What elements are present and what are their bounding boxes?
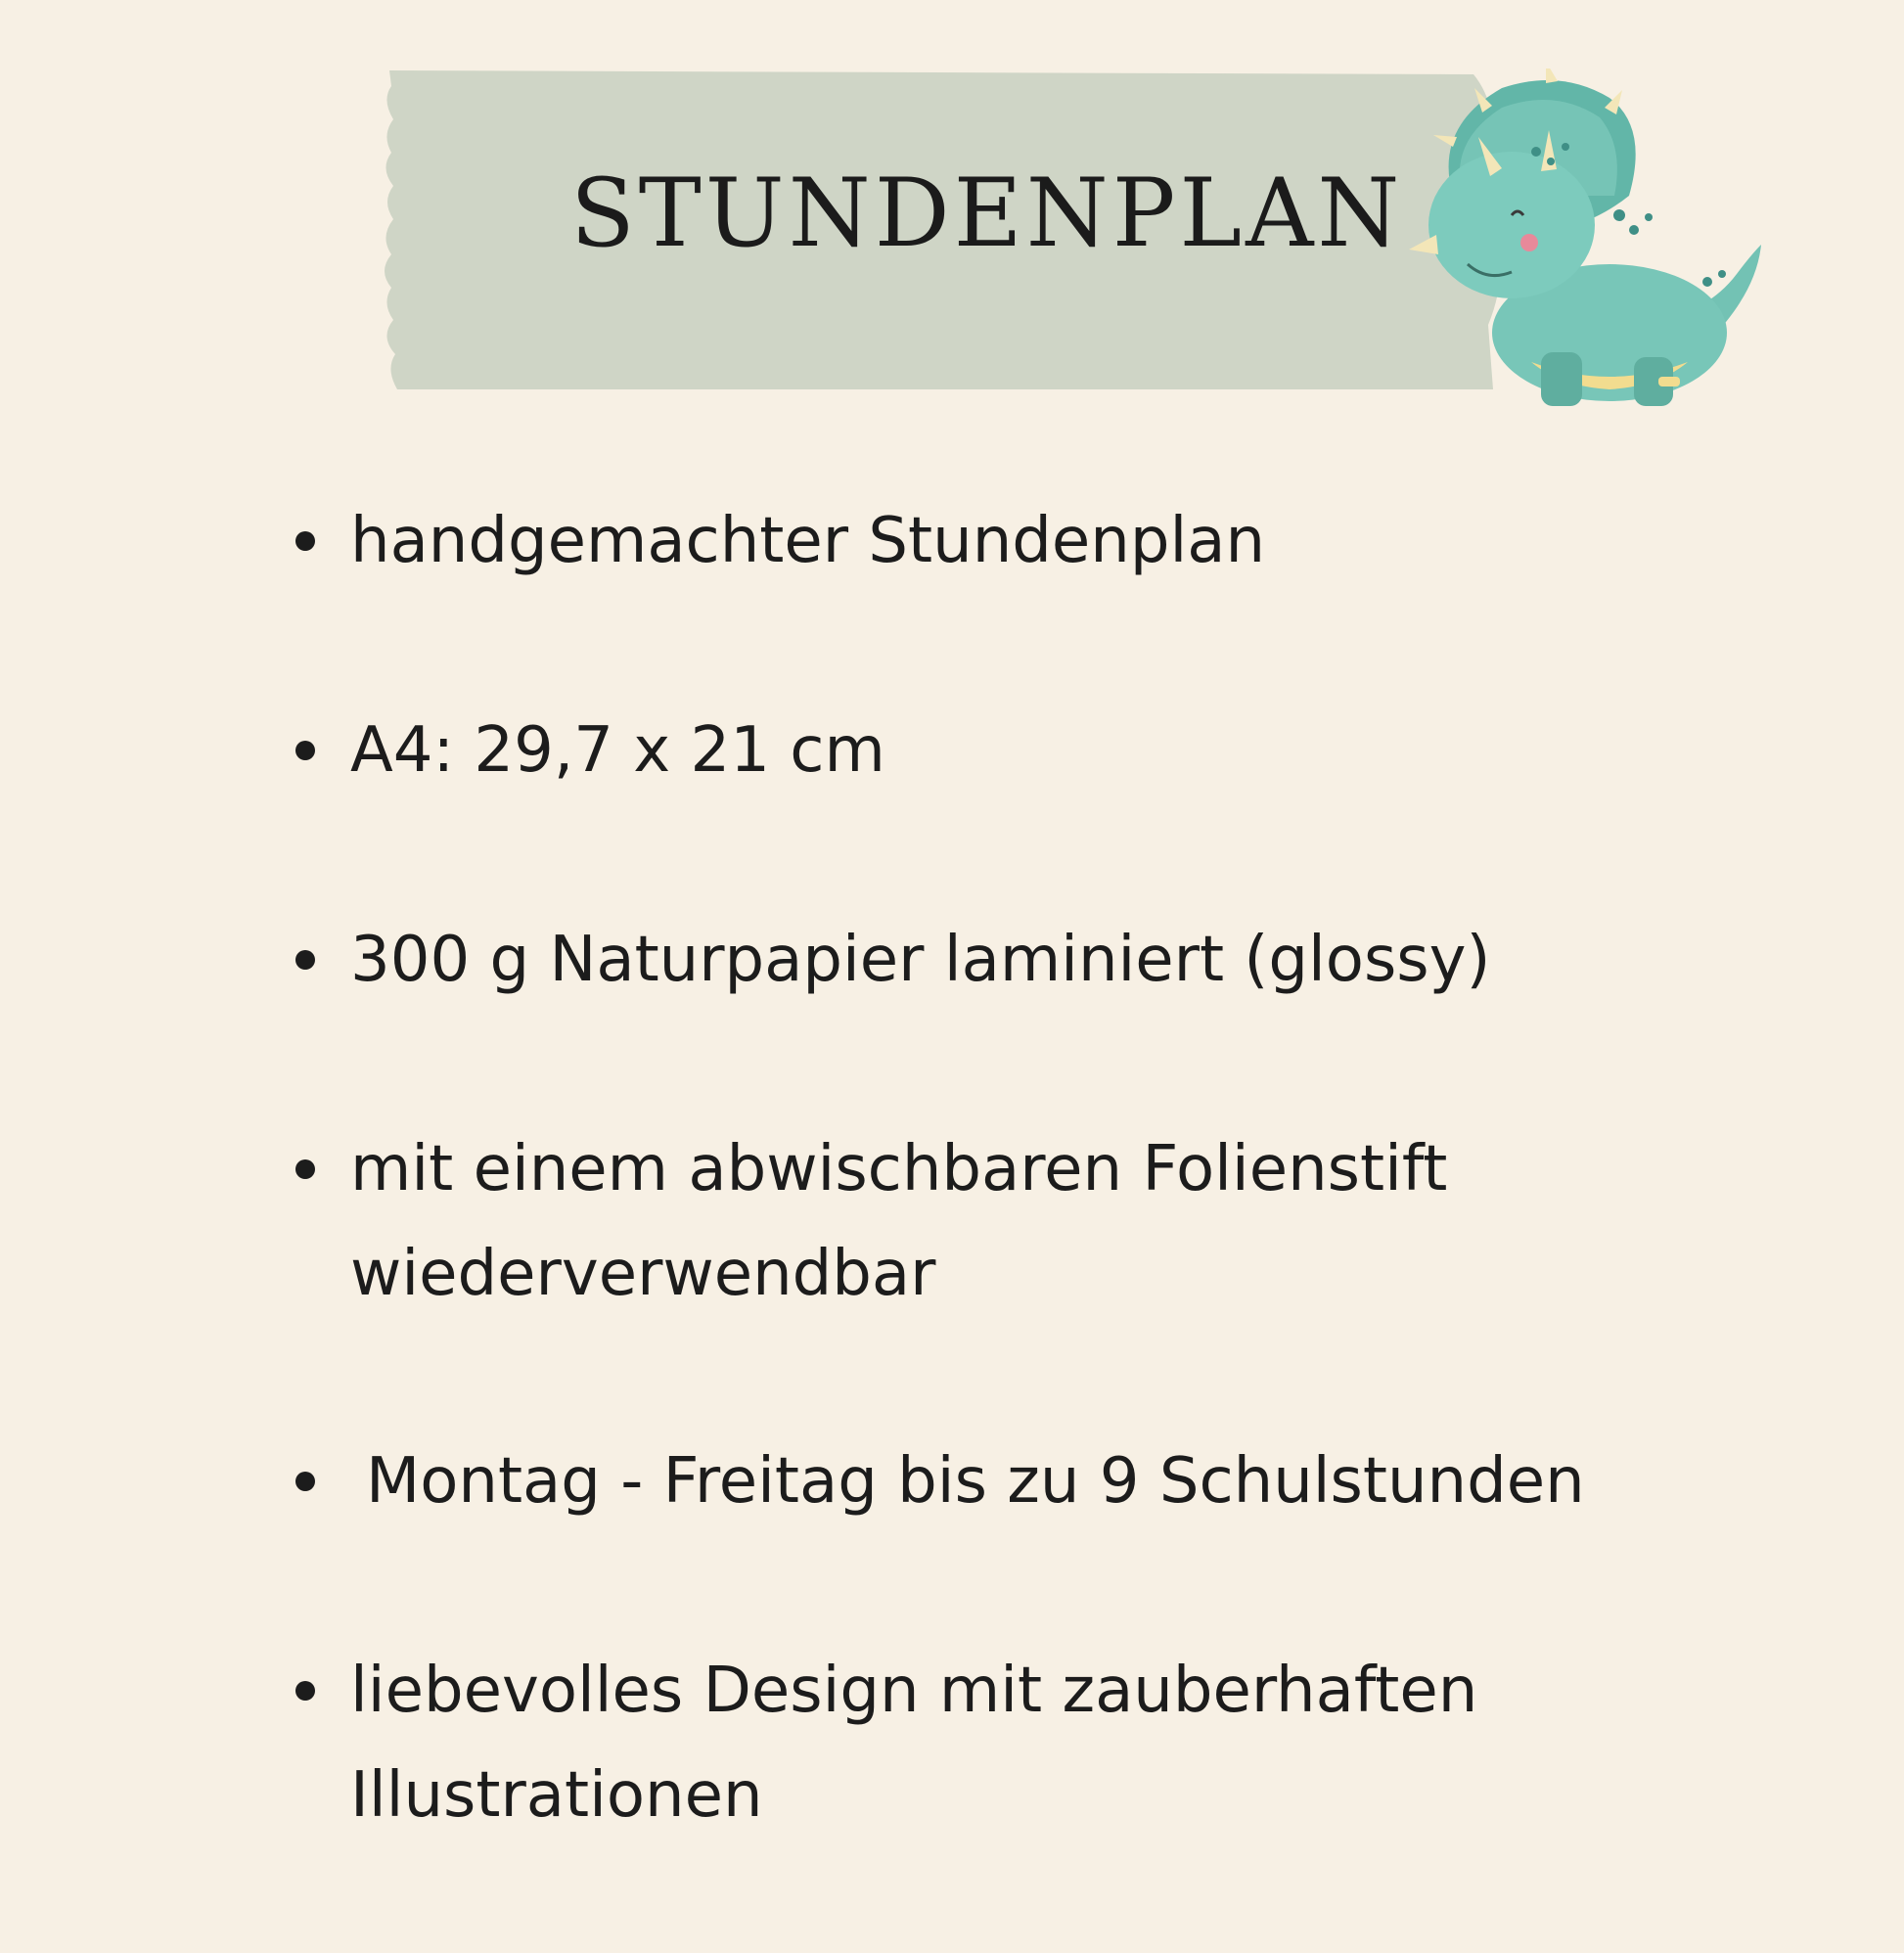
bullet-icon xyxy=(295,531,315,551)
bullet-icon xyxy=(295,1159,315,1179)
list-item xyxy=(294,1639,1485,1848)
feature-text: liebevolles Design mit zauberhaften Illustrationen xyxy=(350,1655,1478,1832)
triceratops-icon xyxy=(1365,68,1776,421)
bullet-icon xyxy=(295,741,315,760)
feature-list xyxy=(294,489,1820,1953)
feature-text: handgemachter Stundenplan xyxy=(350,505,1265,577)
bullet-icon xyxy=(295,950,315,970)
feature-text: A4: 29,7 x 21 cm xyxy=(350,714,885,787)
feature-text: mit einem abwischbaren Folienstift wiederverwendbar xyxy=(350,1133,1448,1310)
list-item xyxy=(294,1117,1485,1327)
feature-text: Montag - Freitag bis zu 9 Schulstunden xyxy=(366,1445,1585,1518)
list-item xyxy=(294,489,1820,594)
bullet-icon xyxy=(295,1681,315,1701)
list-item xyxy=(294,908,1820,1013)
list-item xyxy=(294,699,1820,803)
bullet-icon xyxy=(295,1472,315,1491)
list-item xyxy=(294,1430,1820,1534)
page-title: STUNDENPLAN xyxy=(570,159,1404,268)
feature-text: 300 g Naturpapier laminiert (glossy) xyxy=(350,924,1491,996)
